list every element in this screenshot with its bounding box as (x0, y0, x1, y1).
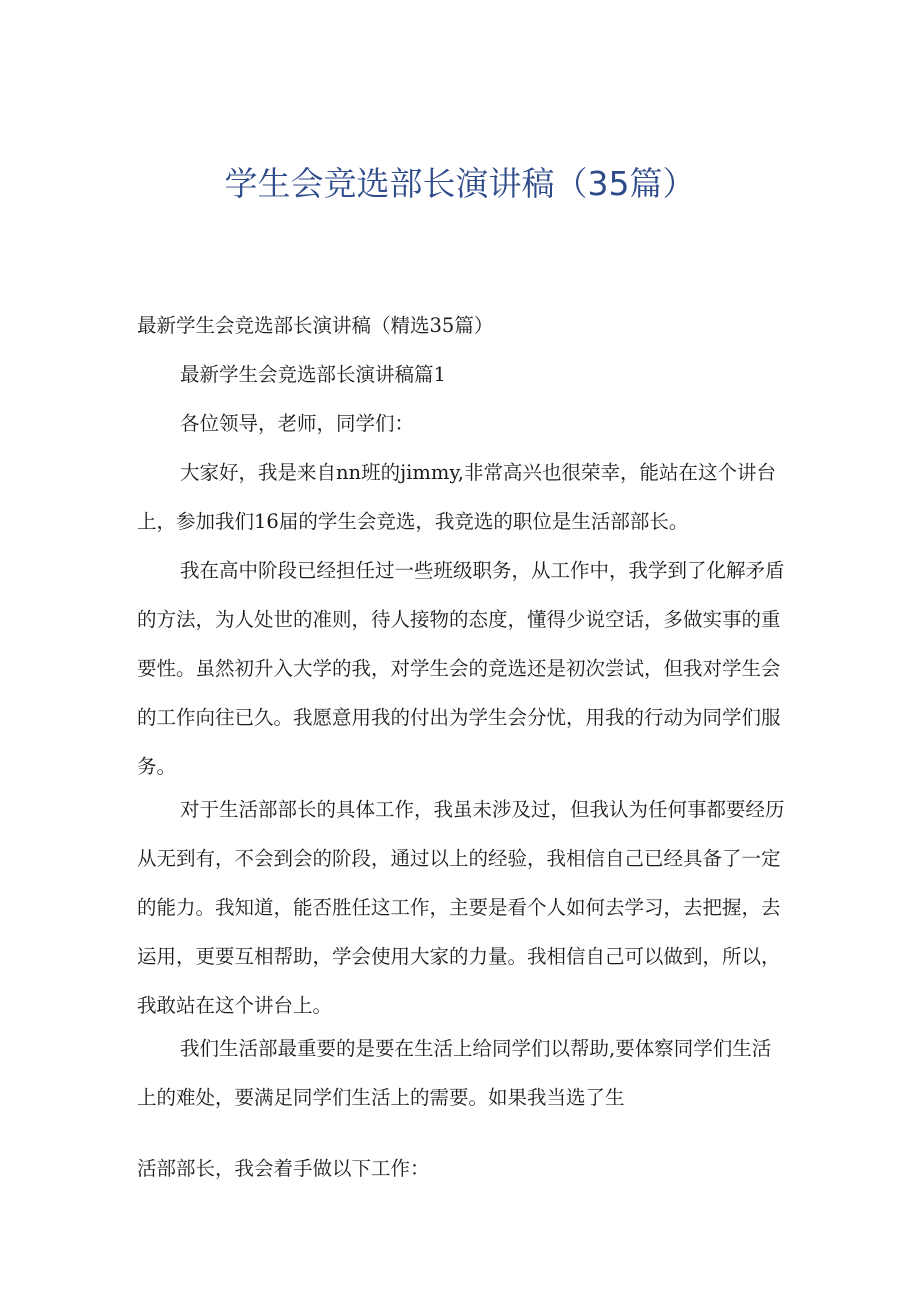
paragraph-line: 我们生活部最重要的是要在生活上给同学们以帮助,要体察同学们生活 (180, 1037, 772, 1060)
paragraph-line: 运用，更要互相帮助，学会使用大家的力量。我相信自己可以做到，所以， (137, 945, 781, 968)
continuation-line: 活部部长，我会着手做以下工作： (137, 1157, 430, 1180)
paragraph-line: 要性。虽然初升入大学的我，对学生会的竞选还是初次尝试，但我对学生会 (137, 657, 781, 680)
paragraph-3 (137, 785, 809, 1030)
paragraph-line: 对于生活部部长的具体工作，我虽未涉及过，但我认为任何事都要经历 (180, 798, 785, 821)
paragraph-line: 我在高中阶段已经担任过一些班级职务，从工作中，我学到了化解矛盾 (180, 559, 785, 582)
paragraph-line: 务。 (137, 755, 177, 778)
paragraph-line: 我敢站在这个讲台上。 (137, 994, 333, 1017)
paragraph-line: 大家好，我是来自nn班的jimmy,非常高兴也很荣幸，能站在这个讲台 (180, 461, 777, 484)
paragraph-line: 上的难处，要满足同学们生活上的需要。如果我当选了生 (137, 1086, 625, 1109)
salutation: 各位领导，老师，同学们： (180, 412, 415, 435)
paragraph-line: 从无到有，不会到会的阶段，通过以上的经验，我相信自己已经具备了一定 (137, 847, 781, 870)
section-heading: 最新学生会竞选部长演讲稿篇1 (180, 363, 446, 386)
paragraph-1 (137, 448, 809, 546)
paragraph-2 (137, 546, 809, 791)
paragraph-line: 的方法，为人处世的准则，待人接物的态度，懂得少说空话，多做实事的重 (137, 608, 781, 631)
paragraph-line: 的工作向往已久。我愿意用我的付出为学生会分忧，用我的行动为同学们服 (137, 706, 781, 729)
paragraph-4 (137, 1024, 809, 1122)
paragraph-line: 上，参加我们16届的学生会竞选，我竞选的职位是生活部部长。 (137, 510, 689, 533)
document-title: 学生会竞选部长演讲稿（35篇） (224, 164, 696, 203)
document-subtitle: 最新学生会竞选部长演讲稿（精选35篇） (137, 314, 494, 337)
paragraph-line: 的能力。我知道，能否胜任这工作，主要是看个人如何去学习，去把握，去 (137, 896, 781, 919)
